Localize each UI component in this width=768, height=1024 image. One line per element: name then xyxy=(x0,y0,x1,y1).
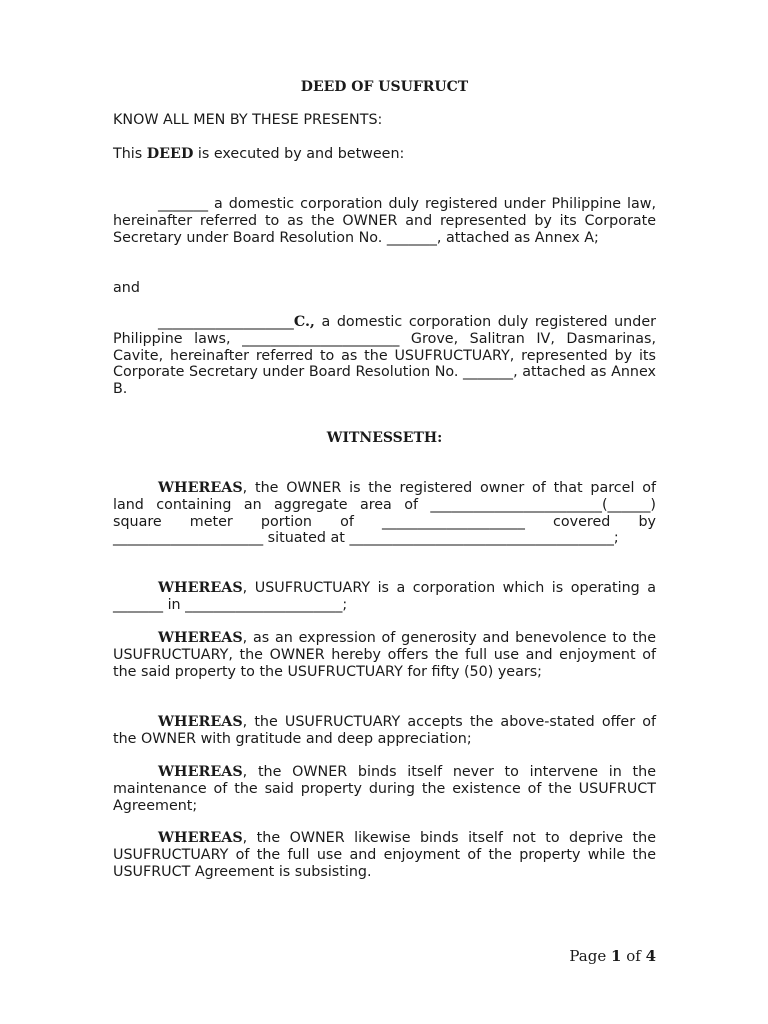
whereas-text: , the OWNER likewise binds itself not to deprive the USUFRUCTUARY of the full use and enjoyment of the property while the USUFRUCT Agreement is subsisting. xyxy=(113,830,656,880)
executed-post: is executed by and between: xyxy=(193,146,405,162)
document-title: DEED OF USUFRUCT xyxy=(300,79,469,95)
whereas-clause-5 xyxy=(113,764,656,814)
whereas-label: WHEREAS xyxy=(158,580,243,596)
usufructuary-bold: C., xyxy=(293,314,315,330)
whereas-clause-2 xyxy=(113,580,656,614)
whereas-label: WHEREAS xyxy=(158,630,243,646)
page-number xyxy=(520,948,656,965)
whereas-clause-1 xyxy=(113,480,656,547)
page-total: 4 xyxy=(645,947,656,965)
intro-line: KNOW ALL MEN BY THESE PRESENTS: xyxy=(113,112,383,128)
usufructuary-party-paragraph xyxy=(113,314,656,398)
and-word: and xyxy=(113,280,140,296)
usufructuary-text: a domestic corporation duly registered under Philippine laws, ______________________ Grove, Salitran IV, Dasmarinas, Cavite, hereinafter referred to as the USUFRUCTUARY, represented by its Corporate Secretary under Board Resolution No. _______, attached as Annex B. xyxy=(113,314,656,398)
whereas-label: WHEREAS xyxy=(158,764,243,780)
whereas-clause-6 xyxy=(113,830,656,880)
owner-party-paragraph: _______ a domestic corporation duly registered under Philippine law, hereinafter referred to as the OWNER and represented by its Corporate Secretary under Board Resolution No. _______, attached as Annex A; xyxy=(113,196,656,246)
whereas-label: WHEREAS xyxy=(158,480,243,496)
page-of: of xyxy=(621,947,646,965)
page-label: Page xyxy=(569,947,611,965)
whereas-text: , the OWNER binds itself never to intervene in the maintenance of the said property during the existence of the USUFRUCT Agreement; xyxy=(113,764,656,814)
whereas-text: , USUFRUCTUARY is a corporation which is operating a _______ in ______________________; xyxy=(113,580,656,613)
whereas-text: , as an expression of generosity and benevolence to the USUFRUCTUARY, the OWNER hereby offers the full use and enjoyment of the said property to the USUFRUCTUARY for fifty (50) years; xyxy=(113,630,656,680)
executed-line xyxy=(113,146,656,163)
executed-pre: This xyxy=(113,146,147,162)
whereas-clause-3 xyxy=(113,630,656,680)
whereas-clause-4 xyxy=(113,714,656,748)
whereas-text: , the OWNER is the registered owner of that parcel of land containing an aggregate area of ________________________(______) square meter portion of ____________________ covered by _____________________ situated at _____________________________________; xyxy=(113,480,656,547)
usufructuary-blank-name: ___________________ xyxy=(158,314,294,330)
executed-bold: DEED xyxy=(146,146,194,162)
witnesseth-heading: WITNESSETH: xyxy=(326,430,443,446)
whereas-text: , the USUFRUCTUARY accepts the above-stated offer of the OWNER with gratitude and deep appreciation; xyxy=(113,714,656,747)
whereas-label: WHEREAS xyxy=(158,714,243,730)
whereas-label: WHEREAS xyxy=(158,830,243,846)
page-current: 1 xyxy=(611,947,622,965)
